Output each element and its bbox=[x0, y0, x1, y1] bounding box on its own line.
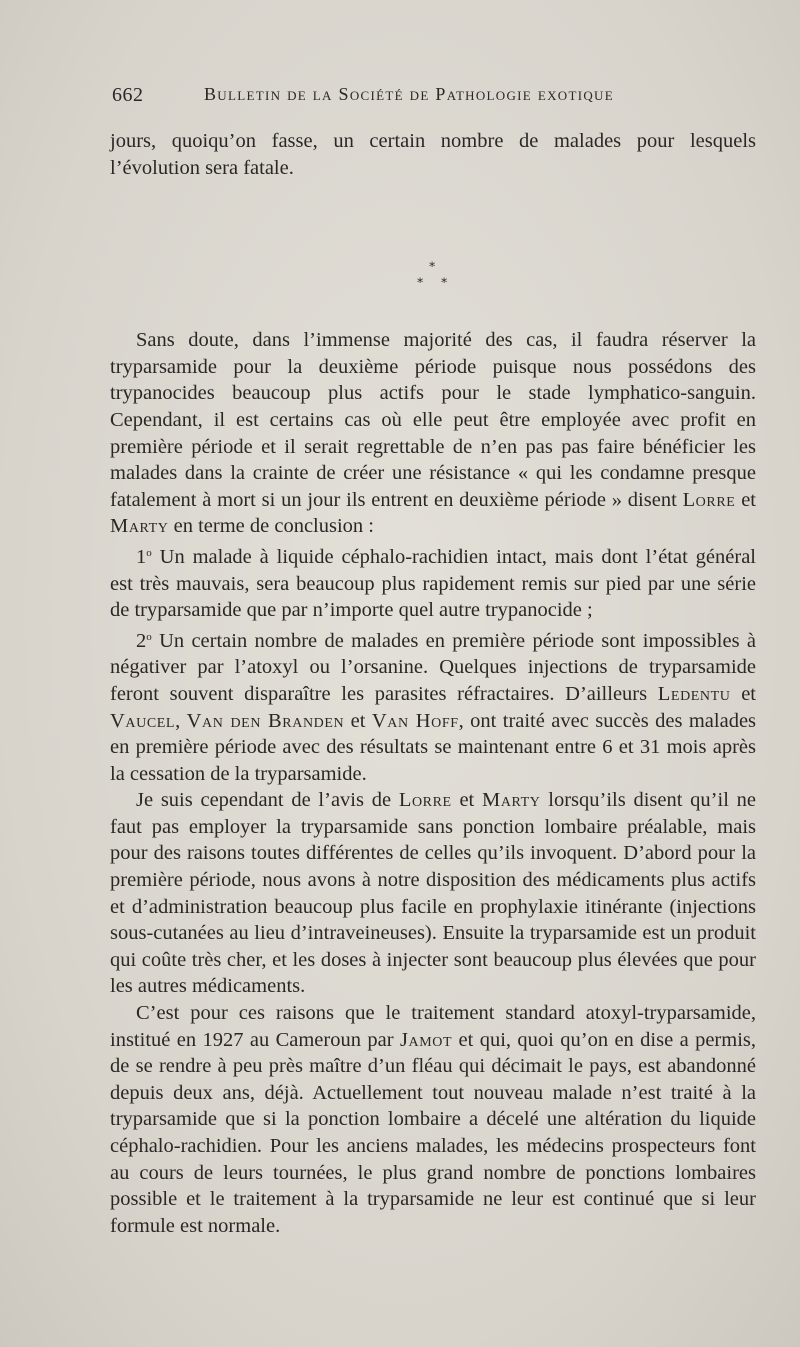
running-title: Bulletin de la Société de Pathologie exotique bbox=[204, 84, 614, 104]
author-name: Vaucel bbox=[110, 709, 176, 732]
author-name: Van den Branden bbox=[186, 709, 345, 732]
paragraph: Sans doute, dans l’immense majorité des cas, il faudra réserver la tryparsamide pour la deuxième période puisque nous possédons des trypanocides beaucoup plus actifs pour le stade lymphatico-sanguin. Cependant, il est certains cas où elle peut être employée avec profit en première période et il serait regrettable de n’en pas pas faire bénéficier les malades dans la crainte de créer une résistance « qui les condamne presque fatalement à mort si un jour ils entrent en deuxième période » disent Lorre et Marty en terme de conclusion : bbox=[110, 329, 757, 538]
paragraph: C’est pour ces raisons que le traitement standard atoxyl-tryparsamide, institué en 1927 au Cameroun par Jamot et qui, quoi qu’on en dise a permis, de se rendre à peu près maître d’un fléau qui décimait le pays, est abandonné depuis deux ans, déjà. Actuellement tout nouveau malade n’est traité à la tryparsamide que si la ponction lombaire a décelé une altération du liquide céphalo-rachidien. Pour les anciens malades, les médecins prospecteurs font au cours de leurs tournées, le plus grand nombre de ponctions lombaires possible et le traitement à la tryparsamide ne leur est continué que si leur formule est normale. bbox=[110, 1002, 756, 1237]
author-name: Marty bbox=[482, 789, 541, 812]
author-name: Marty bbox=[110, 515, 169, 538]
paragraph-continued: jours, quoiqu’on fasse, un certain nombre de malades pour lesquels l’évolution sera fatale. bbox=[110, 130, 756, 179]
asterism: ∗ ∗ ∗ bbox=[416, 257, 449, 288]
numbered-paragraph: 1$^o$ Un malade à liquide céphalo-rachidien intact, mais dont l’état général est très mauvais, sera beaucoup plus rapidement remis sur pied par une série de tryparsamide que par n’importe quel autre trypanocide ; bbox=[110, 545, 756, 622]
author-name: Jamot bbox=[399, 1028, 453, 1051]
author-name: Van Hoff bbox=[371, 709, 459, 732]
page-number: 662 bbox=[112, 84, 144, 106]
author-name: Lorre bbox=[682, 488, 736, 511]
author-name: Ledentu bbox=[657, 682, 731, 705]
article-body bbox=[110, 128, 756, 1239]
numbered-paragraph: 2$^o$ Un certain nombre de malades en première période sont impossibles à négativer par l’atoxyl ou l’orsanine. Quelques injections de tryparsamide feront souvent disparaître les parasites réfractaires. D’ailleurs Ledentu et Vaucel, Van den Branden et Van Hoff, ont traité avec succès des malades en première période avec des résultats se maintenant entre 6 et 31 mois après la cessation de la tryparsamide. bbox=[110, 629, 757, 785]
page-header bbox=[112, 84, 758, 108]
paragraph: Je suis cependant de l’avis de Lorre et Marty lorsqu’ils disent qu’il ne faut pas employer la tryparsamide sans ponction lombaire préalable, mais pour des raisons toutes différentes de celles qu’ils invoquent. D’abord pour la première période, nous avons à notre disposition des médicaments plus actifs et d’administration beaucoup plus facile en prophylaxie itinérante (injections sous-cutanées au lieu d’intraveineuses). Ensuite la tryparsamide est un produit qui coûte très cher, et les doses à injecter sont beaucoup plus élevées que pour les autres médicaments. bbox=[110, 789, 757, 998]
author-name: Lorre bbox=[398, 789, 452, 812]
